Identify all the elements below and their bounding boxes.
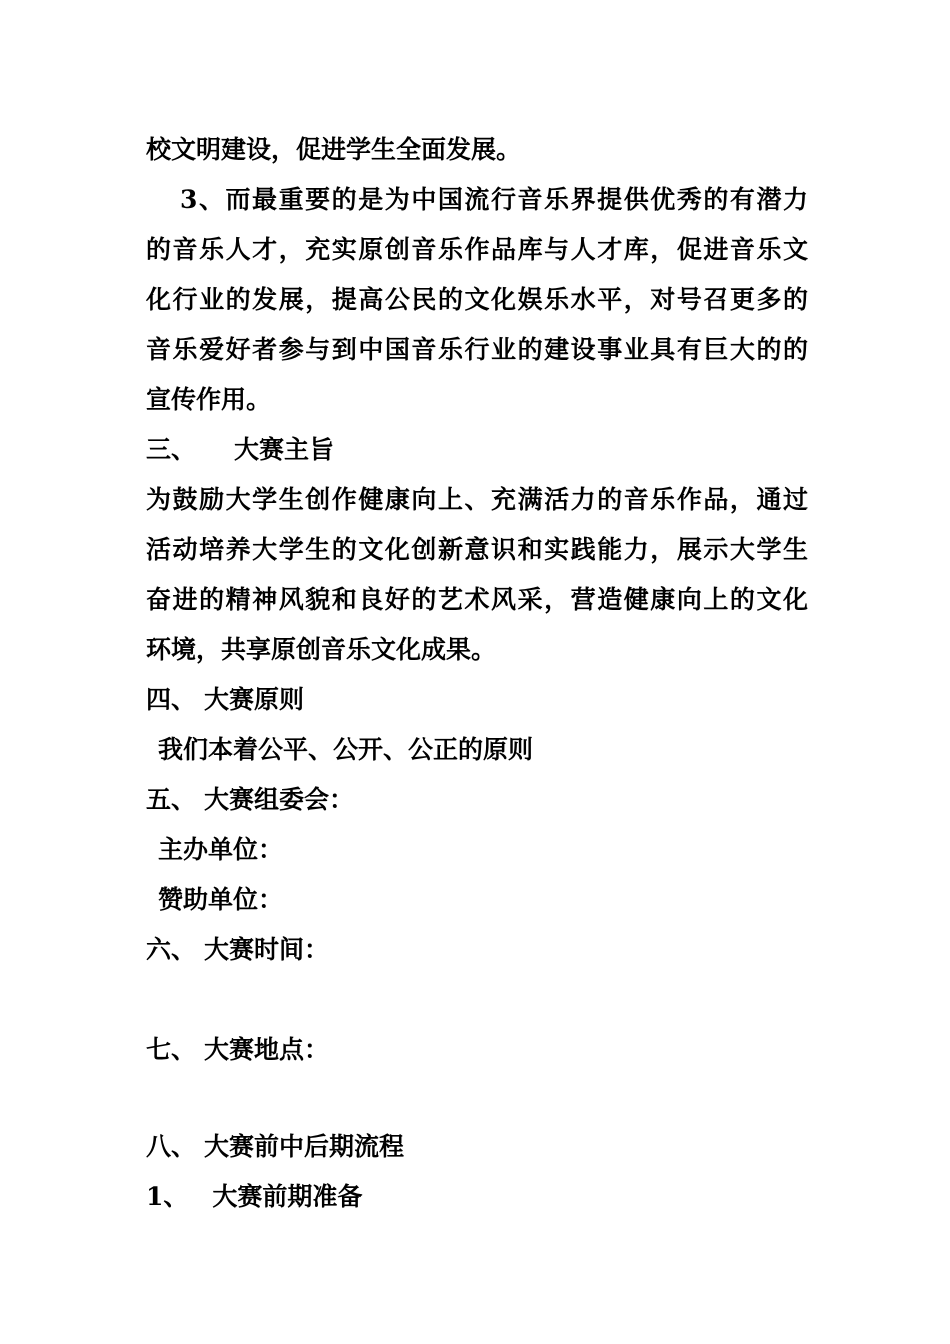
section6-title: 大赛时间：: [204, 935, 330, 964]
section5-heading: [146, 784, 354, 816]
section8-sub1-title: 大赛前期准备: [212, 1182, 363, 1211]
section4-title: 大赛原则: [204, 685, 305, 714]
section4-number: 四、: [146, 685, 197, 714]
item3-line-4: 音乐爱好者参与到中国音乐行业的建设事业具有巨大的的: [146, 335, 808, 364]
section4-body: 我们本着公平、公开、公正的原则: [158, 735, 534, 764]
item3-line-2: 的音乐人才，充实原创音乐作品库与人才库，促进音乐文: [146, 235, 808, 264]
section6-heading: [146, 934, 329, 966]
item3-line-1: 3、而最重要的是为中国流行音乐界提供优秀的有潜力: [180, 185, 808, 214]
section3-line-3: 奋进的精神风貌和良好的艺术风采，营造健康向上的文化: [146, 585, 808, 614]
section8-sub1: [146, 1181, 362, 1213]
section6-number: 六、: [146, 935, 197, 964]
section8-heading: [146, 1131, 404, 1163]
section8-sub1-number: 1、: [146, 1182, 189, 1211]
section8-number: 八、: [146, 1132, 197, 1161]
section3-line-2: 活动培养大学生的文化创新意识和实践能力，展示大学生: [146, 535, 808, 564]
item3-line-3: 化行业的发展，提高公民的文化娱乐水平，对号召更多的: [146, 285, 808, 314]
section7-heading: [146, 1034, 329, 1066]
section3-heading: [146, 434, 334, 466]
section5-organizer: 主办单位：: [158, 835, 284, 864]
section7-title: 大赛地点：: [204, 1035, 330, 1064]
item3-line-5: 宣传作用。: [146, 385, 272, 414]
section3-line-1: 为鼓励大学生创作健康向上、充满活力的音乐作品，通过: [146, 485, 808, 514]
section5-title: 大赛组委会：: [204, 785, 355, 814]
section4-heading: [146, 684, 304, 716]
section7-number: 七、: [146, 1035, 197, 1064]
section3-line-4: 环境，共享原创音乐文化成果。: [146, 635, 497, 664]
section3-number: 三、: [146, 435, 197, 464]
section3-title: 大赛主旨: [234, 435, 335, 464]
section5-number: 五、: [146, 785, 197, 814]
section8-title: 大赛前中后期流程: [204, 1132, 405, 1161]
continuation-line-1: 校文明建设，促进学生全面发展。: [146, 135, 522, 164]
section5-sponsor: 赞助单位：: [158, 885, 284, 914]
